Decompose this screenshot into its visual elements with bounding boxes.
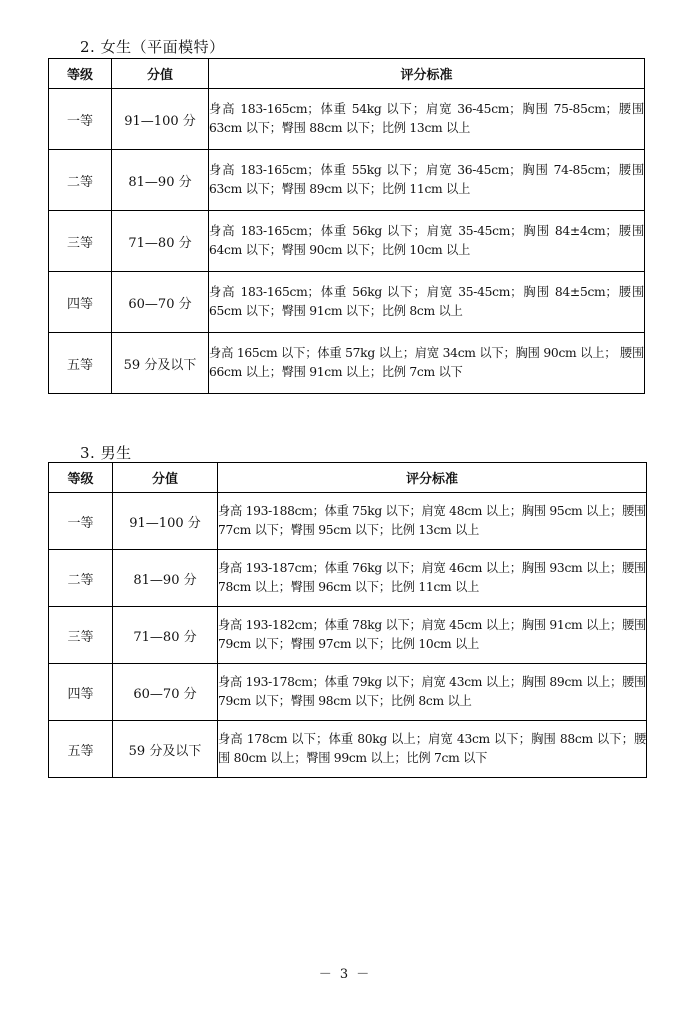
criteria-cell: 身高 193-188cm；体重 75kg 以下；肩宽 48cm 以上；胸围 95cm 以上；腰围 77cm 以下；臀围 95cm 以下；比例 13cm 以上 bbox=[218, 493, 647, 550]
page-number: － 3 － bbox=[318, 967, 372, 982]
table-header-row bbox=[49, 59, 645, 89]
criteria-cell: 身高 178cm 以下；体重 80kg 以上；肩宽 43cm 以下；胸围 88cm 以下；腰围 80cm 以上；臀围 99cm 以上；比例 7cm 以下 bbox=[218, 721, 647, 778]
header-grade: 等级 bbox=[49, 463, 113, 493]
table-row bbox=[49, 333, 645, 394]
grade-cell: 三等 bbox=[49, 211, 112, 272]
female-grading-table bbox=[48, 58, 645, 394]
header-criteria: 评分标准 bbox=[218, 463, 647, 493]
criteria-cell: 身高 165cm 以下；体重 57kg 以上；肩宽 34cm 以下；胸围 90cm 以上； 腰围 66cm 以上；臀围 91cm 以上；比例 7cm 以下 bbox=[209, 333, 645, 394]
criteria-cell: 身高 183-165cm；体重 54kg 以下；肩宽 36-45cm；胸围 75-85cm；腰围 63cm 以下；臀围 88cm 以下；比例 13cm 以上 bbox=[209, 89, 645, 150]
table-row bbox=[49, 89, 645, 150]
table-row bbox=[49, 150, 645, 211]
table-row bbox=[49, 607, 647, 664]
grade-cell: 五等 bbox=[49, 721, 113, 778]
header-grade: 等级 bbox=[49, 59, 112, 89]
grade-cell: 一等 bbox=[49, 89, 112, 150]
score-cell: 59 分及以下 bbox=[113, 721, 218, 778]
header-criteria: 评分标准 bbox=[209, 59, 645, 89]
grade-cell: 一等 bbox=[49, 493, 113, 550]
score-cell: 81—90 分 bbox=[112, 150, 209, 211]
grade-cell: 二等 bbox=[49, 550, 113, 607]
table-header-row bbox=[49, 463, 647, 493]
grade-cell: 四等 bbox=[49, 664, 113, 721]
section-title-female: 2. 女生（平面模特） bbox=[80, 38, 225, 56]
score-cell: 81—90 分 bbox=[113, 550, 218, 607]
table-row bbox=[49, 272, 645, 333]
score-cell: 91—100 分 bbox=[112, 89, 209, 150]
criteria-cell: 身高 193-187cm；体重 76kg 以下；肩宽 46cm 以上；胸围 93cm 以上；腰围 78cm 以上；臀围 96cm 以下；比例 11cm 以上 bbox=[218, 550, 647, 607]
grade-cell: 五等 bbox=[49, 333, 112, 394]
score-cell: 71—80 分 bbox=[113, 607, 218, 664]
header-score: 分值 bbox=[113, 463, 218, 493]
male-grading-table bbox=[48, 462, 647, 778]
criteria-cell: 身高 183-165cm；体重 56kg 以下；肩宽 35-45cm；胸围 84±4cm；腰围 64cm 以下；臀围 90cm 以下；比例 10cm 以上 bbox=[209, 211, 645, 272]
criteria-cell: 身高 193-182cm；体重 78kg 以下；肩宽 45cm 以上；胸围 91cm 以上；腰围 79cm 以下；臀围 97cm 以下；比例 10cm 以上 bbox=[218, 607, 647, 664]
grade-cell: 四等 bbox=[49, 272, 112, 333]
table-row bbox=[49, 550, 647, 607]
criteria-cell: 身高 193-178cm；体重 79kg 以下；肩宽 43cm 以上；胸围 89cm 以上；腰围 79cm 以下；臀围 98cm 以下；比例 8cm 以上 bbox=[218, 664, 647, 721]
score-cell: 59 分及以下 bbox=[112, 333, 209, 394]
score-cell: 60—70 分 bbox=[113, 664, 218, 721]
score-cell: 91—100 分 bbox=[113, 493, 218, 550]
score-cell: 60—70 分 bbox=[112, 272, 209, 333]
table-row bbox=[49, 721, 647, 778]
grade-cell: 二等 bbox=[49, 150, 112, 211]
table-row bbox=[49, 664, 647, 721]
table-row bbox=[49, 493, 647, 550]
score-cell: 71—80 分 bbox=[112, 211, 209, 272]
criteria-cell: 身高 183-165cm；体重 55kg 以下；肩宽 36-45cm；胸围 74-85cm；腰围 63cm 以下；臀围 89cm 以下；比例 11cm 以上 bbox=[209, 150, 645, 211]
grade-cell: 三等 bbox=[49, 607, 113, 664]
section-title-male: 3. 男生 bbox=[80, 444, 132, 462]
header-score: 分值 bbox=[112, 59, 209, 89]
criteria-cell: 身高 183-165cm；体重 56kg 以下；肩宽 35-45cm；胸围 84±5cm；腰围 65cm 以下；臀围 91cm 以下；比例 8cm 以上 bbox=[209, 272, 645, 333]
table-row bbox=[49, 211, 645, 272]
